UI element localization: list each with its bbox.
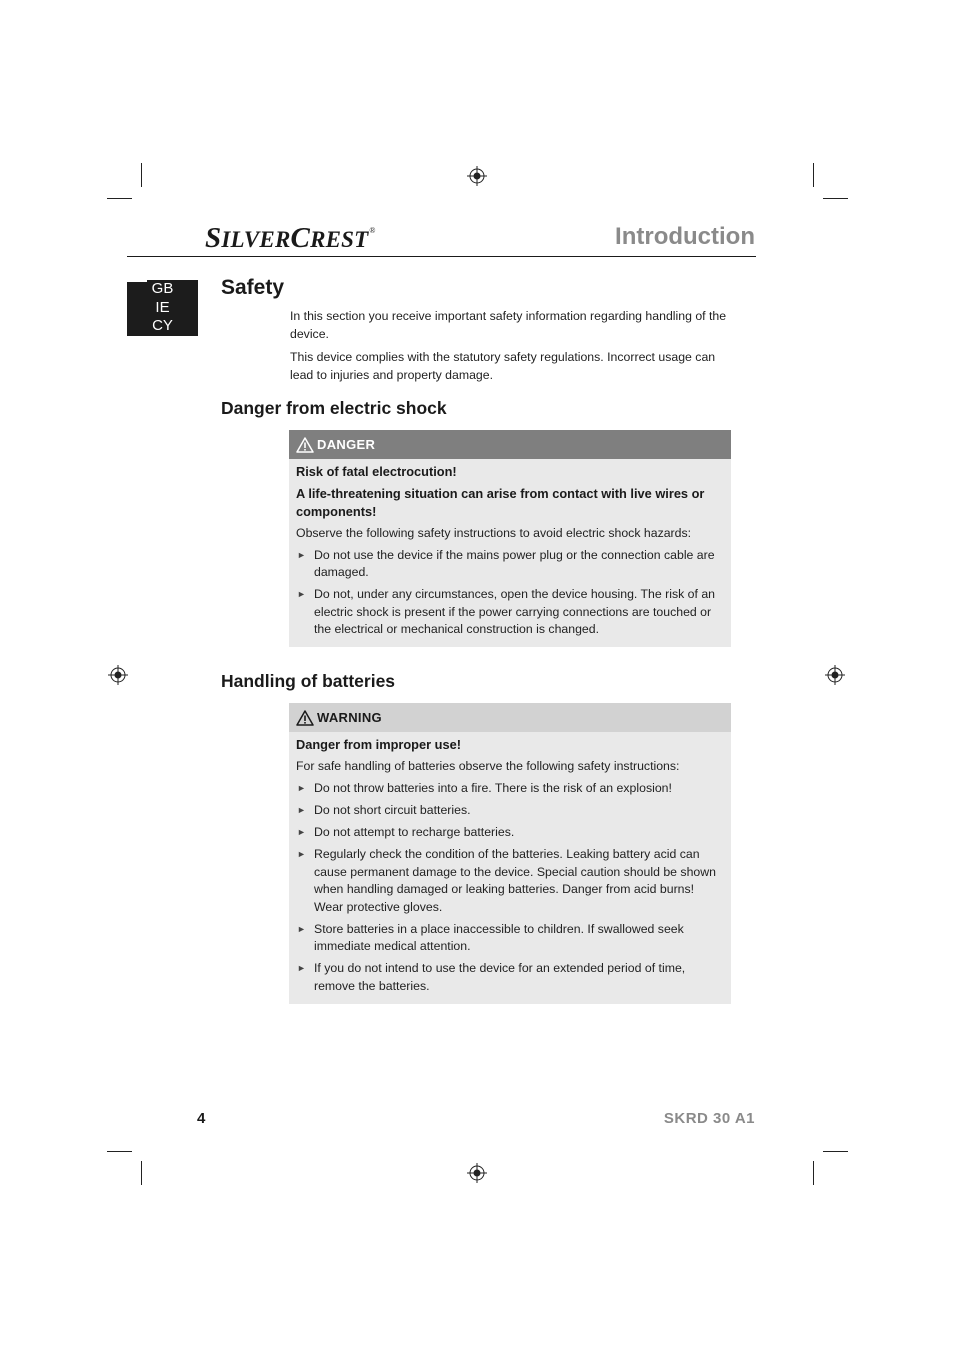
- danger-list: [296, 547, 721, 639]
- list-item: ► Regularly check the condition of the batteries. Leaking battery acid can cause permanent damage to the device. Special caution should be shown when handling damaged or leaking batteries. Danger from acid burns! Wear protective gloves.: [297, 847, 716, 914]
- warning-intro: For safe handling of batteries observe the following safety instructions:: [296, 759, 680, 773]
- section-heading-safety: Safety: [221, 276, 285, 299]
- language-tab-notch: [127, 280, 147, 282]
- section-heading-electric-shock: Danger from electric shock: [221, 398, 447, 418]
- language-code: IE: [155, 298, 170, 316]
- danger-box-header: [289, 430, 731, 459]
- list-item: ► Do not short circuit batteries.: [296, 802, 721, 820]
- crop-mark: [107, 198, 132, 199]
- registration-mark-icon: [825, 665, 845, 685]
- list-item: ► Store batteries in a place inaccessible to children. If swallowed seek immediate medical attention.: [297, 921, 684, 953]
- crop-mark: [141, 163, 142, 187]
- bullet-arrow-icon: ►: [297, 827, 306, 837]
- danger-box: [289, 430, 731, 647]
- crop-mark: [823, 1151, 848, 1152]
- crop-mark: [141, 1161, 142, 1185]
- list-item: ► Do not, under any circumstances, open the device housing. The risk of an electric shock is present if the power carrying connections are touched or the electrical or mechanical construction is changed.: [297, 587, 716, 636]
- crop-mark: [107, 1151, 132, 1152]
- language-code: CY: [152, 317, 173, 334]
- list-item: ► Do not attempt to recharge batteries.: [296, 824, 721, 842]
- brand-logo: SILVERCREST®: [205, 222, 376, 254]
- list-item: ► If you do not intend to use the device for an extended period of time, remove the batteries.: [297, 961, 686, 993]
- language-code: GB: [151, 280, 174, 297]
- warning-strong-line: Danger from improper use!: [296, 737, 461, 752]
- bullet-arrow-icon: ►: [297, 589, 306, 599]
- crop-mark: [813, 1161, 814, 1185]
- page-section-title: Introduction: [615, 223, 755, 250]
- warning-list: [296, 780, 721, 995]
- header-divider: [127, 256, 756, 257]
- crop-mark: [823, 198, 848, 199]
- bullet-arrow-icon: ►: [297, 849, 306, 859]
- crop-mark: [813, 163, 814, 187]
- bullet-arrow-icon: ►: [297, 923, 306, 934]
- language-tab: [127, 280, 198, 336]
- list-item: ► Do not throw batteries into a fire. There is the risk of an explosion!: [296, 780, 721, 798]
- registration-mark-icon: [467, 1163, 487, 1183]
- page-number: 4: [197, 1110, 206, 1127]
- warning-triangle-icon: [296, 437, 314, 453]
- warning-triangle-icon: [296, 710, 314, 726]
- registration-mark-icon: [467, 166, 487, 186]
- bullet-arrow-icon: ►: [297, 963, 306, 973]
- bullet-arrow-icon: ►: [297, 805, 306, 815]
- warning-box-header: [289, 703, 731, 732]
- warning-box: [289, 703, 731, 1004]
- list-item: ► Do not use the device if the mains power plug or the connection cable are damaged.: [297, 547, 715, 579]
- registration-mark-icon: [108, 665, 128, 685]
- safety-paragraph: In this section you receive important safety information regarding handling of the device.: [290, 309, 727, 341]
- model-number: SKRD 30 A1: [663, 1110, 755, 1127]
- bullet-arrow-icon: ►: [297, 549, 306, 560]
- section-heading-batteries: Handling of batteries: [221, 671, 396, 691]
- danger-intro: Observe the following safety instructions to avoid electric shock hazards:: [296, 525, 692, 540]
- danger-strong-line: Risk of fatal electrocution!: [296, 464, 457, 479]
- bullet-arrow-icon: ►: [297, 783, 306, 793]
- danger-strong-line: A life-threatening situation can arise from contact with live wires or components!: [296, 486, 705, 519]
- warning-label: WARNING: [317, 710, 382, 725]
- danger-label: DANGER: [317, 437, 376, 452]
- safety-paragraph: This device complies with the statutory safety regulations. Incorrect usage can lead to injuries and property damage.: [290, 350, 716, 382]
